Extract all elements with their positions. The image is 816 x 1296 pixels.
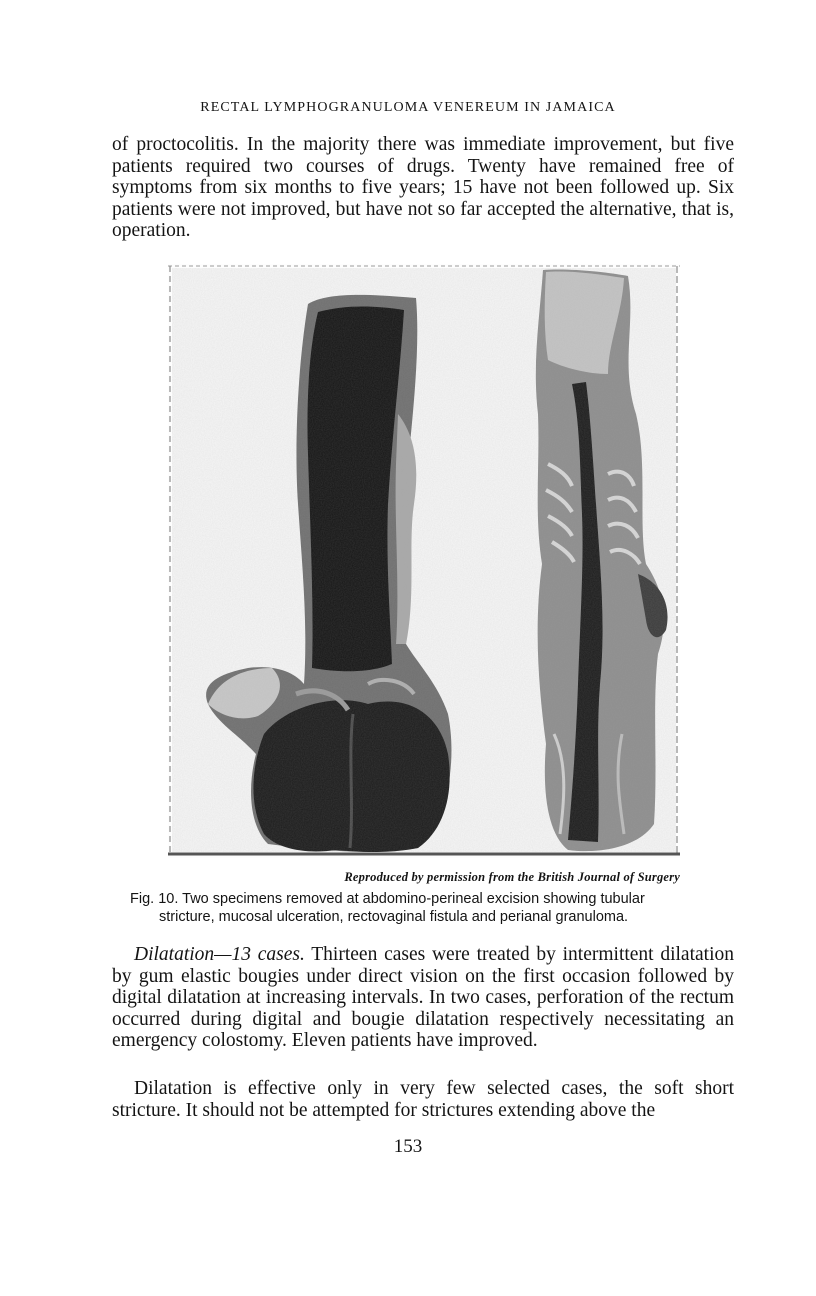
caption-line-2: stricture, mucosal ulceration, rectovaginal fistula and perianal granuloma. bbox=[159, 909, 629, 925]
paragraph-dilatation-effectiveness: Dilatation is effective only in very few selected cases, the soft short stricture. It should not be attempted for strictures extending above the bbox=[112, 1078, 734, 1121]
running-head: RECTAL LYMPHOGRANULOMA VENEREUM IN JAMAICA bbox=[200, 100, 616, 115]
figure-caption bbox=[130, 890, 730, 926]
paragraph-proctocolitis: of proctocolitis. In the majority there was immediate improvement, but five patients required two courses of drugs. Twenty have remained free of symptoms from six months to five years; 15 have not been followed up. Six patients were not improved, but have not so far accepted the alternative, that is, operation. bbox=[112, 134, 734, 242]
dilatation-heading: Dilatation—13 cases. bbox=[134, 944, 305, 965]
page-number: 153 bbox=[393, 1136, 423, 1157]
dilatation-text: Thirteen cases were treated by intermittent dilatation by gum elastic bougies under direct vision on the first occasion followed by digital dilatation at increasing intervals. In two cases, perforation of the rectum occurred during digital and bougie dilatation respectively necessitating an emergency colostomy. Eleven patients have improved. bbox=[112, 944, 734, 1052]
specimen-photo-drawing bbox=[168, 264, 680, 858]
figure-label: Fig. 10. bbox=[130, 891, 179, 907]
caption-line-1: Two specimens removed at abdomino-perineal excision showing tubular bbox=[182, 891, 645, 907]
figure-credit: Reproduced by permission from the British Journal of Surgery bbox=[344, 870, 680, 884]
specimen-photograph bbox=[168, 264, 680, 858]
paragraph-dilatation bbox=[112, 944, 734, 1052]
